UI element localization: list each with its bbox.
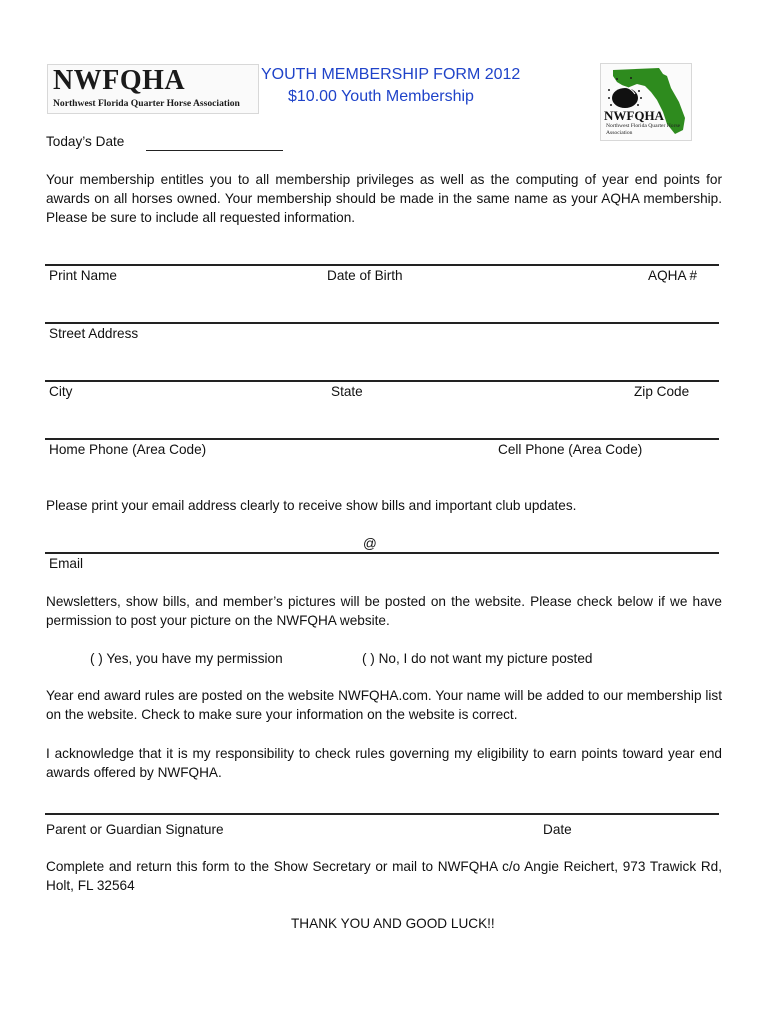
city-label: City [49,384,73,399]
street-address-line[interactable] [45,322,719,324]
todays-date-blank[interactable] [146,150,283,151]
acknowledge-paragraph: I acknowledge that it is my responsibility to check rules governing my eligibility to earn points toward year end awards offered by NWFQHA. [46,746,722,780]
signature-label: Parent or Guardian Signature [46,822,224,837]
email-line[interactable] [45,552,719,554]
street-address-label: Street Address [49,326,139,341]
picture-paragraph: Newsletters, show bills, and member’s pictures will be posted on the website. Please check below if we have permission to post your picture on the NWFQHA website. [46,594,722,628]
home-phone-label: Home Phone (Area Code) [49,442,207,457]
form-subtitle: $10.00 Youth Membership [288,88,474,105]
aqha-number-label: AQHA # [648,268,698,283]
permission-yes-option[interactable]: ( ) Yes, you have my permission [90,651,283,666]
dob-label: Date of Birth [327,268,403,283]
logo-right-title: NWFQHA [604,108,664,123]
award-rules-paragraph: Year end award rules are posted on the website NWFQHA.com. Your name will be added to our membership list on the website. Check to make sure your information on the website is correct. [46,688,722,722]
return-instructions: Complete and return this form to the Show Secretary or mail to NWFQHA c/o Angie Reichert, 973 Trawick Rd, Holt, FL 32564 [46,859,722,893]
closing-text: THANK YOU AND GOOD LUCK!! [291,916,495,931]
zip-code-label: Zip Code [634,384,690,399]
print-name-label: Print Name [49,268,117,283]
email-label: Email [49,556,83,571]
nwfqha-florida-logo [600,63,692,141]
logo-right-subtitle: Northwest Florida Quarter Horse Association [606,123,681,136]
city-state-zip-line[interactable] [45,380,719,382]
logo-left-subtitle: Northwest Florida Quarter Horse Association [53,98,240,109]
intro-paragraph: Your membership entitles you to all membership privileges as well as the computing of year end points for awards on all horses owned. Your membership should be made in the same name as your AQHA membership. Please be sure to include all requested information. [46,172,722,225]
form-title: YOUTH MEMBERSHIP FORM 2012 [261,66,521,83]
nwfqha-logo-left [47,64,259,114]
email-at-symbol: @ [363,536,377,551]
permission-no-option[interactable]: ( ) No, I do not want my picture posted [362,651,593,666]
state-label: State [331,384,363,399]
logo-left-title: NWFQHA [53,65,186,96]
cell-phone-label: Cell Phone (Area Code) [498,442,643,457]
signature-line[interactable] [45,813,719,815]
todays-date-label: Today’s Date [46,134,125,149]
signature-date-label: Date [543,822,572,837]
email-instruction: Please print your email address clearly to receive show bills and important club updates. [46,498,577,513]
